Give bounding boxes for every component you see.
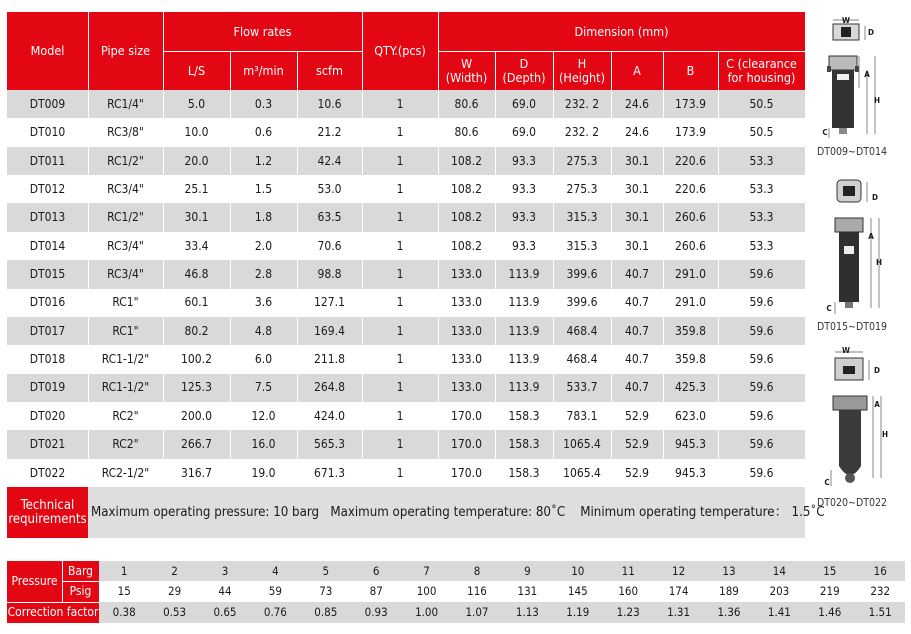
cell-flow-scfm: 10.6 (317, 96, 342, 111)
divider (88, 12, 89, 90)
factor-value: 0.65 (213, 605, 237, 620)
cell-model: DT016 (29, 295, 66, 310)
divider (163, 51, 362, 52)
cell-qty: 1 (396, 323, 404, 338)
barg-value: 8 (473, 563, 481, 578)
cell-dim-d: 113.9 (508, 380, 540, 395)
diagram-label-a: A (864, 69, 870, 79)
diagram-label-c: C (824, 477, 830, 487)
cell-dim-a: 40.7 (624, 380, 650, 395)
cell-qty: 1 (396, 210, 404, 225)
diagram-caption: DT015~DT019 (816, 321, 888, 334)
cell-dim-a: 30.1 (624, 210, 650, 225)
divider (718, 90, 719, 487)
psig-value: 203 (769, 584, 790, 599)
cell-dim-a: 30.1 (624, 238, 650, 253)
cell-flow-scfm: 565.3 (314, 437, 345, 452)
cell-dim-w: 170.0 (451, 437, 482, 452)
cell-model: DT014 (29, 238, 66, 253)
cell-pipe-size: RC1/4" (107, 96, 144, 111)
psig-value: 116 (467, 584, 487, 599)
diagram-caption: DT020~DT022 (816, 497, 888, 510)
cell-flow-scfm: 70.6 (317, 238, 342, 253)
cell-pipe-size: RC2-1/2" (101, 465, 150, 480)
header-dimension: Dimension (mm) (574, 23, 669, 39)
cell-flow-ls: 80.2 (184, 323, 209, 338)
cell-dim-a: 24.6 (624, 125, 650, 140)
cell-flow-ls: 25.1 (184, 181, 209, 196)
cell-dim-d: 113.9 (508, 295, 540, 310)
diagram-label-d: D (872, 192, 878, 202)
cell-dim-d: 113.9 (508, 352, 540, 367)
divider (611, 51, 612, 90)
cell-dim-c: 53.3 (749, 210, 774, 225)
cell-dim-h: 232. 2 (564, 125, 600, 140)
pressure-label: Pressure (7, 561, 62, 602)
cell-flow-m3min: 1.2 (254, 153, 273, 168)
cell-qty: 1 (396, 96, 404, 111)
cell-flow-ls: 100.2 (181, 352, 212, 367)
factor-value: 1.07 (465, 605, 489, 620)
header-ls: L/S (187, 62, 206, 78)
factor-value: 0.85 (314, 605, 338, 620)
cell-dim-w: 133.0 (451, 323, 482, 338)
divider (611, 90, 612, 487)
cell-dim-h: 1065.4 (563, 437, 601, 452)
cell-dim-w: 133.0 (451, 380, 482, 395)
divider (230, 51, 231, 90)
cell-dim-a: 40.7 (624, 267, 650, 282)
cell-flow-ls: 200.0 (181, 408, 212, 423)
cell-dim-c: 53.3 (749, 238, 774, 253)
cell-flow-ls: 46.8 (184, 267, 209, 282)
diagram-label-c: C (826, 303, 832, 313)
psig-value: 174 (668, 584, 689, 599)
technical-label: Technical requirements (7, 487, 88, 538)
cell-flow-scfm: 671.3 (314, 465, 345, 480)
cell-dim-c: 59.6 (749, 267, 774, 282)
diagram-label-h: H (873, 95, 881, 105)
cell-flow-ls: 20.0 (184, 153, 209, 168)
cell-pipe-size: RC3/4" (107, 238, 144, 253)
correction-factor-label: Correction factor (7, 602, 99, 623)
factor-value: 1.19 (566, 605, 590, 620)
cell-flow-scfm: 264.8 (314, 380, 345, 395)
cell-dim-d: 93.3 (511, 238, 537, 253)
cell-dim-w: 108.2 (451, 181, 482, 196)
cell-flow-m3min: 2.0 (254, 238, 273, 253)
divider (88, 90, 89, 487)
diagram-label-d: D (868, 27, 874, 37)
cell-flow-m3min: 7.5 (254, 380, 273, 395)
header-m3min: m³/min (243, 62, 284, 78)
divider (62, 561, 63, 602)
divider (495, 90, 496, 487)
diagram-label-w: W (842, 345, 850, 355)
header-model: Model (30, 43, 65, 59)
cell-dim-b: 173.9 (675, 96, 706, 111)
cell-dim-a: 52.9 (624, 465, 650, 480)
divider (553, 51, 554, 90)
cell-flow-m3min: 0.3 (254, 96, 273, 111)
cell-pipe-size: RC3/4" (107, 267, 144, 282)
factor-value: 1.00 (415, 605, 439, 620)
divider (718, 51, 719, 90)
cell-dim-d: 69.0 (511, 125, 537, 140)
filter-diagram-large (815, 346, 895, 492)
cell-flow-scfm: 424.0 (314, 408, 345, 423)
header-d: D (Depth) (502, 56, 546, 85)
factor-value: 1.41 (767, 605, 791, 620)
psig-value: 219 (819, 584, 840, 599)
diagram-label-h: H (881, 429, 889, 439)
psig-value: 100 (416, 584, 437, 599)
cell-dim-c: 59.6 (749, 323, 774, 338)
factor-value: 0.38 (112, 605, 136, 620)
cell-dim-h: 468.4 (566, 352, 598, 367)
barg-value: 13 (722, 563, 736, 578)
cell-dim-b: 359.8 (675, 323, 706, 338)
cell-dim-d: 93.3 (511, 181, 537, 196)
cell-model: DT017 (29, 323, 66, 338)
cell-qty: 1 (396, 465, 404, 480)
psig-value: 73 (319, 584, 333, 599)
cell-dim-a: 30.1 (624, 153, 650, 168)
barg-value: 12 (672, 563, 686, 578)
cell-model: DT021 (29, 437, 66, 452)
cell-pipe-size: RC2" (112, 408, 139, 423)
cell-dim-c: 59.6 (749, 295, 774, 310)
cell-dim-c: 59.6 (749, 437, 774, 452)
divider (362, 12, 363, 90)
cell-dim-b: 359.8 (675, 352, 706, 367)
cell-dim-w: 133.0 (451, 352, 482, 367)
barg-value: 11 (621, 563, 635, 578)
cell-qty: 1 (396, 437, 404, 452)
cell-dim-d: 113.9 (508, 323, 540, 338)
cell-flow-m3min: 0.6 (254, 125, 273, 140)
cell-dim-b: 291.0 (675, 295, 706, 310)
cell-flow-m3min: 3.6 (254, 295, 273, 310)
divider (297, 90, 298, 487)
header-pipe-size: Pipe size (100, 43, 151, 59)
cell-model: DT009 (29, 96, 66, 111)
diagram-label-a: A (874, 399, 880, 409)
psig-value: 44 (218, 584, 232, 599)
cell-dim-h: 275.3 (566, 153, 598, 168)
cell-model: DT013 (29, 210, 66, 225)
diagram-caption: DT009~DT014 (816, 146, 888, 159)
cell-qty: 1 (396, 181, 404, 196)
cell-dim-a: 40.7 (624, 295, 650, 310)
cell-dim-c: 53.3 (749, 153, 774, 168)
cell-dim-a: 30.1 (624, 181, 650, 196)
header-h: H (Height) (559, 56, 605, 85)
diagram-label-h: H (875, 257, 883, 267)
psig-value: 160 (618, 584, 639, 599)
cell-dim-w: 80.6 (454, 96, 479, 111)
header-a: A (633, 62, 641, 78)
factor-value: 0.76 (263, 605, 287, 620)
diagram-label-w: W (842, 15, 850, 25)
cell-dim-b: 945.3 (675, 465, 706, 480)
divider (663, 90, 664, 487)
cell-pipe-size: RC1-1/2" (101, 380, 150, 395)
cell-dim-h: 315.3 (566, 210, 598, 225)
cell-model: DT010 (29, 125, 66, 140)
psig-value: 131 (517, 584, 538, 599)
divider (438, 90, 439, 487)
filter-diagram-medium (815, 172, 895, 320)
factor-value: 1.31 (667, 605, 691, 620)
cell-dim-w: 133.0 (451, 295, 482, 310)
divider (362, 90, 363, 487)
cell-flow-ls: 30.1 (184, 210, 209, 225)
divider (163, 90, 164, 487)
cell-qty: 1 (396, 238, 404, 253)
cell-flow-m3min: 6.0 (254, 352, 273, 367)
factor-value: 0.53 (163, 605, 187, 620)
divider (495, 51, 496, 90)
cell-flow-ls: 125.3 (181, 380, 212, 395)
cell-flow-m3min: 16.0 (251, 437, 276, 452)
cell-pipe-size: RC3/4" (107, 181, 144, 196)
cell-dim-a: 40.7 (624, 352, 650, 367)
barg-label: Barg (62, 561, 99, 581)
barg-value: 2 (171, 563, 178, 578)
cell-dim-d: 93.3 (511, 210, 537, 225)
barg-value: 9 (524, 563, 531, 578)
psig-value: 145 (567, 584, 588, 599)
cell-dim-c: 59.6 (749, 352, 774, 367)
cell-dim-b: 623.0 (675, 408, 706, 423)
cell-flow-scfm: 127.1 (314, 295, 345, 310)
cell-dim-a: 52.9 (624, 408, 650, 423)
cell-dim-h: 783.1 (566, 408, 598, 423)
cell-dim-b: 220.6 (675, 181, 706, 196)
psig-value: 59 (268, 584, 282, 599)
cell-dim-c: 59.6 (749, 408, 774, 423)
factor-value: 1.36 (717, 605, 741, 620)
cell-dim-h: 399.6 (566, 267, 598, 282)
cell-pipe-size: RC1/2" (107, 153, 144, 168)
cell-dim-d: 158.3 (508, 408, 540, 423)
psig-value: 87 (369, 584, 383, 599)
cell-dim-w: 108.2 (451, 210, 482, 225)
header-c: C (clearance for housing) (726, 56, 797, 85)
barg-value: 15 (823, 563, 837, 578)
cell-flow-ls: 60.1 (184, 295, 209, 310)
cell-flow-scfm: 21.2 (317, 125, 342, 140)
cell-dim-h: 315.3 (566, 238, 598, 253)
cell-dim-c: 50.5 (749, 96, 774, 111)
cell-dim-d: 93.3 (511, 153, 537, 168)
cell-dim-b: 260.6 (675, 238, 706, 253)
cell-dim-b: 173.9 (675, 125, 706, 140)
cell-pipe-size: RC2" (112, 437, 139, 452)
cell-qty: 1 (396, 267, 404, 282)
cell-model: DT011 (29, 153, 66, 168)
divider (7, 602, 99, 603)
header-flow-rates: Flow rates (233, 23, 292, 39)
cell-dim-h: 1065.4 (563, 465, 601, 480)
cell-pipe-size: RC1" (112, 295, 139, 310)
cell-model: DT012 (29, 181, 66, 196)
diagram-label-a: A (868, 231, 874, 241)
cell-dim-a: 24.6 (624, 96, 650, 111)
cell-pipe-size: RC1" (112, 323, 139, 338)
cell-flow-ls: 316.7 (181, 465, 212, 480)
barg-value: 3 (221, 563, 229, 578)
divider (297, 51, 298, 90)
cell-dim-w: 108.2 (451, 153, 482, 168)
cell-dim-h: 275.3 (566, 181, 598, 196)
cell-qty: 1 (396, 295, 404, 310)
cell-flow-scfm: 63.5 (317, 210, 342, 225)
factor-value: 1.13 (515, 605, 539, 620)
cell-flow-m3min: 4.8 (254, 323, 273, 338)
cell-dim-b: 945.3 (675, 437, 706, 452)
cell-dim-w: 170.0 (451, 408, 482, 423)
barg-value: 14 (772, 563, 786, 578)
cell-dim-b: 425.3 (675, 380, 706, 395)
cell-model: DT022 (29, 465, 66, 480)
cell-dim-h: 468.4 (566, 323, 598, 338)
cell-dim-c: 59.6 (749, 465, 774, 480)
psig-value: 29 (168, 584, 182, 599)
cell-dim-h: 399.6 (566, 295, 598, 310)
header-qty: QTY.(pcs) (374, 43, 426, 59)
barg-value: 5 (322, 563, 330, 578)
cell-qty: 1 (396, 125, 404, 140)
cell-model: DT018 (29, 352, 66, 367)
cell-dim-c: 53.3 (749, 181, 774, 196)
divider (553, 90, 554, 487)
barg-value: 10 (571, 563, 585, 578)
divider (663, 51, 664, 90)
cell-dim-h: 232. 2 (564, 96, 600, 111)
cell-dim-h: 533.7 (566, 380, 598, 395)
cell-dim-w: 133.0 (451, 267, 482, 282)
cell-flow-scfm: 53.0 (317, 181, 342, 196)
divider (62, 581, 99, 582)
cell-flow-scfm: 42.4 (317, 153, 342, 168)
cell-dim-b: 291.0 (675, 267, 706, 282)
header-w: W (Width) (445, 56, 488, 85)
factor-value: 0.93 (364, 605, 388, 620)
cell-dim-d: 158.3 (508, 437, 540, 452)
cell-model: DT015 (29, 267, 66, 282)
cell-pipe-size: RC3/8" (107, 125, 144, 140)
cell-dim-d: 158.3 (508, 465, 540, 480)
cell-dim-w: 80.6 (454, 125, 479, 140)
cell-flow-ls: 10.0 (184, 125, 209, 140)
cell-flow-scfm: 98.8 (317, 267, 342, 282)
cell-flow-m3min: 2.8 (254, 267, 273, 282)
filter-diagram-small (815, 16, 895, 144)
cell-flow-scfm: 211.8 (314, 352, 345, 367)
psig-value: 189 (719, 584, 739, 599)
cell-pipe-size: RC1-1/2" (101, 352, 150, 367)
cell-flow-ls: 33.4 (184, 238, 209, 253)
diagram-label-c: C (822, 127, 828, 137)
header-b: B (686, 62, 695, 78)
cell-dim-d: 69.0 (511, 96, 537, 111)
cell-dim-b: 260.6 (675, 210, 706, 225)
cell-dim-b: 220.6 (675, 153, 706, 168)
cell-qty: 1 (396, 153, 404, 168)
divider (230, 90, 231, 487)
factor-value: 1.23 (616, 605, 640, 620)
cell-flow-scfm: 169.4 (314, 323, 345, 338)
cell-model: DT020 (29, 408, 66, 423)
cell-qty: 1 (396, 380, 404, 395)
cell-flow-m3min: 12.0 (251, 408, 276, 423)
cell-flow-m3min: 19.0 (251, 465, 276, 480)
factor-value: 1.46 (818, 605, 842, 620)
barg-value: 4 (272, 563, 279, 578)
cell-dim-c: 50.5 (749, 125, 774, 140)
header-scfm: scfm (316, 62, 343, 78)
cell-flow-ls: 266.7 (181, 437, 212, 452)
barg-value: 7 (423, 563, 430, 578)
psig-value: 232 (870, 584, 891, 599)
cell-dim-c: 59.6 (749, 380, 774, 395)
cell-dim-d: 113.9 (508, 267, 540, 282)
barg-value: 16 (873, 563, 887, 578)
technical-text: Maximum operating pressure: 10 barg Maximum operating temperature: 80˚C Minimum operating temperature： 1.5˚C (91, 504, 825, 520)
cell-qty: 1 (396, 352, 404, 367)
barg-value: 6 (372, 563, 380, 578)
cell-flow-ls: 5.0 (187, 96, 206, 111)
divider (438, 51, 805, 52)
cell-flow-m3min: 1.5 (254, 181, 273, 196)
cell-model: DT019 (29, 380, 66, 395)
psig-label: Psig (62, 581, 99, 602)
cell-pipe-size: RC1/2" (107, 210, 144, 225)
cell-qty: 1 (396, 408, 404, 423)
cell-dim-a: 52.9 (624, 437, 650, 452)
cell-dim-w: 170.0 (451, 465, 482, 480)
cell-dim-w: 108.2 (451, 238, 482, 253)
barg-value: 1 (120, 563, 128, 578)
psig-value: 15 (117, 584, 131, 599)
cell-dim-a: 40.7 (624, 323, 650, 338)
factor-value: 1.51 (868, 605, 892, 620)
cell-flow-m3min: 1.8 (254, 210, 273, 225)
diagram-label-d: D (874, 365, 880, 375)
